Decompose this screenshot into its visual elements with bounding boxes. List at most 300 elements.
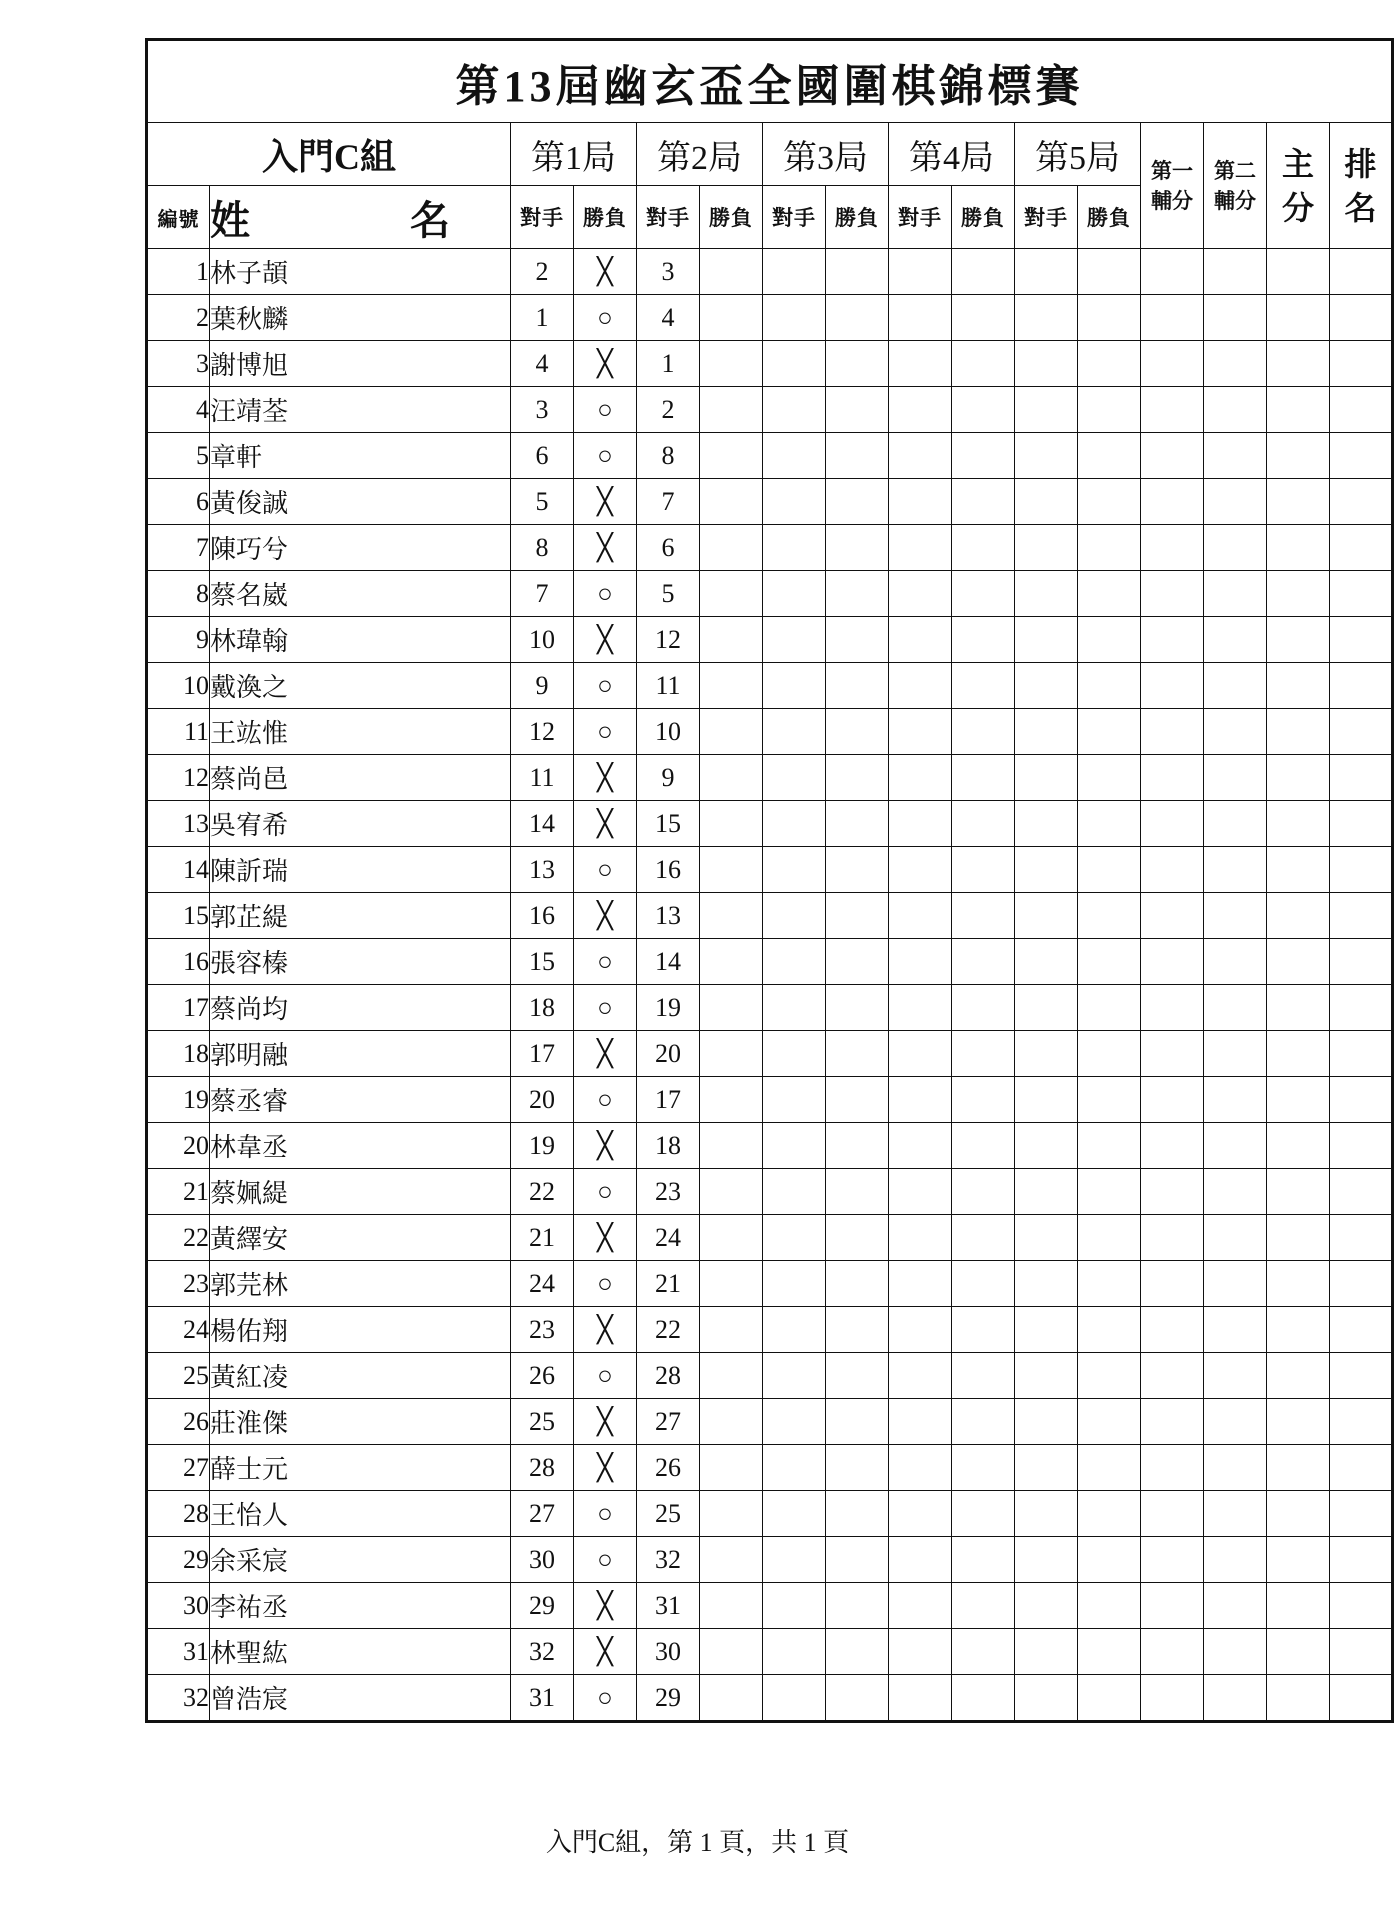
r1-result: ○ [574, 1675, 637, 1722]
r3-opponent-header: 對手 [763, 186, 826, 249]
table-row [147, 1077, 1393, 1123]
tiebreak-2-cell [1204, 1445, 1267, 1491]
rank-cell [1330, 525, 1393, 571]
tiebreak-2-cell [1204, 387, 1267, 433]
r2-opponent: 9 [637, 755, 700, 801]
player-name: 戴渙之 [210, 663, 511, 709]
r2-result [700, 341, 763, 387]
r2-opponent: 19 [637, 985, 700, 1031]
name-header: 姓 名 [210, 186, 511, 249]
r3-opponent [763, 663, 826, 709]
r5-result [1078, 1169, 1141, 1215]
table-row [147, 1399, 1393, 1445]
r1-result: ○ [574, 847, 637, 893]
r1-result: ○ [574, 709, 637, 755]
r3-result-header: 勝負 [826, 186, 889, 249]
main-score-cell [1267, 433, 1330, 479]
r3-result [826, 1307, 889, 1353]
r5-opponent [1015, 709, 1078, 755]
main-score-cell [1267, 1077, 1330, 1123]
r2-opponent: 5 [637, 571, 700, 617]
table-row [147, 847, 1393, 893]
tiebreak-2-cell [1204, 1629, 1267, 1675]
table-row [147, 1031, 1393, 1077]
r2-opponent: 17 [637, 1077, 700, 1123]
r3-result [826, 755, 889, 801]
r2-result-header: 勝負 [700, 186, 763, 249]
player-name: 李祐丞 [210, 1583, 511, 1629]
tiebreak-2-cell [1204, 1123, 1267, 1169]
r5-opponent [1015, 985, 1078, 1031]
r4-result [952, 1491, 1015, 1537]
r5-result [1078, 1077, 1141, 1123]
r1-opponent: 16 [511, 893, 574, 939]
table-row [147, 479, 1393, 525]
r2-opponent-header: 對手 [637, 186, 700, 249]
r1-result-header: 勝負 [574, 186, 637, 249]
main-score-cell [1267, 341, 1330, 387]
r5-opponent [1015, 387, 1078, 433]
r2-opponent: 21 [637, 1261, 700, 1307]
r4-opponent [889, 341, 952, 387]
r1-opponent: 22 [511, 1169, 574, 1215]
r5-result [1078, 1307, 1141, 1353]
r2-result [700, 1537, 763, 1583]
r4-result [952, 295, 1015, 341]
main-score-cell [1267, 617, 1330, 663]
sheet-title: 第13屆幽玄盃全國圍棋錦標賽 [147, 40, 1393, 123]
tiebreak-2-cell [1204, 1537, 1267, 1583]
rank-cell [1330, 433, 1393, 479]
tiebreak-1-cell [1141, 341, 1204, 387]
tiebreak-1-cell [1141, 1583, 1204, 1629]
r5-opponent [1015, 1675, 1078, 1722]
player-number: 11 [147, 709, 210, 755]
r3-result [826, 939, 889, 985]
r4-opponent [889, 1215, 952, 1261]
r4-result [952, 617, 1015, 663]
rank-cell [1330, 801, 1393, 847]
player-name: 葉秋麟 [210, 295, 511, 341]
r1-opponent: 3 [511, 387, 574, 433]
player-number: 31 [147, 1629, 210, 1675]
r4-opponent [889, 617, 952, 663]
tiebreak-1-cell [1141, 571, 1204, 617]
player-number: 17 [147, 985, 210, 1031]
tiebreak-1-cell [1141, 801, 1204, 847]
table-row [147, 387, 1393, 433]
r1-result: ╳ [574, 1399, 637, 1445]
main-score-cell [1267, 1353, 1330, 1399]
round-5-header: 第5局 [1015, 123, 1141, 186]
r1-opponent: 19 [511, 1123, 574, 1169]
tiebreak-1-header [1141, 123, 1204, 249]
tiebreak-1-cell [1141, 1629, 1204, 1675]
r3-opponent [763, 939, 826, 985]
player-number: 18 [147, 1031, 210, 1077]
r1-opponent: 15 [511, 939, 574, 985]
r5-result [1078, 1491, 1141, 1537]
r1-opponent: 11 [511, 755, 574, 801]
r3-opponent [763, 1169, 826, 1215]
r2-result [700, 1445, 763, 1491]
rank-cell [1330, 1077, 1393, 1123]
r4-opponent [889, 1169, 952, 1215]
r3-opponent [763, 1261, 826, 1307]
rank-label: 排名 [1344, 145, 1377, 226]
r5-result [1078, 893, 1141, 939]
r2-opponent: 2 [637, 387, 700, 433]
tiebreak-1-cell [1141, 249, 1204, 295]
r5-result [1078, 295, 1141, 341]
r4-opponent [889, 571, 952, 617]
r5-result [1078, 341, 1141, 387]
main-score-cell [1267, 847, 1330, 893]
r1-opponent: 27 [511, 1491, 574, 1537]
r5-result [1078, 801, 1141, 847]
r2-opponent: 11 [637, 663, 700, 709]
rank-cell [1330, 1353, 1393, 1399]
r2-result [700, 1399, 763, 1445]
r4-result [952, 893, 1015, 939]
r4-result-header: 勝負 [952, 186, 1015, 249]
r1-opponent: 24 [511, 1261, 574, 1307]
r1-opponent: 4 [511, 341, 574, 387]
r5-result [1078, 249, 1141, 295]
r2-result [700, 1491, 763, 1537]
r1-opponent: 2 [511, 249, 574, 295]
tiebreak-2-cell [1204, 479, 1267, 525]
r1-opponent: 17 [511, 1031, 574, 1077]
rank-cell [1330, 663, 1393, 709]
tiebreak-1-cell [1141, 295, 1204, 341]
r4-result [952, 1077, 1015, 1123]
r4-result [952, 433, 1015, 479]
r2-opponent: 7 [637, 479, 700, 525]
tiebreak-2-header [1204, 123, 1267, 249]
player-number: 15 [147, 893, 210, 939]
player-name: 汪靖荃 [210, 387, 511, 433]
tiebreak-1-cell [1141, 709, 1204, 755]
player-name: 黃繹安 [210, 1215, 511, 1261]
r5-opponent [1015, 1537, 1078, 1583]
main-score-cell [1267, 1583, 1330, 1629]
r3-result [826, 801, 889, 847]
r5-opponent [1015, 295, 1078, 341]
player-number: 1 [147, 249, 210, 295]
round-4-header: 第4局 [889, 123, 1015, 186]
r2-result [700, 939, 763, 985]
player-number: 25 [147, 1353, 210, 1399]
tiebreak-1-cell [1141, 1077, 1204, 1123]
tiebreak-1-cell [1141, 1215, 1204, 1261]
r3-result [826, 617, 889, 663]
r5-opponent [1015, 479, 1078, 525]
r4-result [952, 939, 1015, 985]
r4-result [952, 1215, 1015, 1261]
r1-opponent: 1 [511, 295, 574, 341]
r4-result [952, 571, 1015, 617]
r4-opponent [889, 663, 952, 709]
r4-result [952, 1445, 1015, 1491]
r5-result [1078, 617, 1141, 663]
r2-opponent: 8 [637, 433, 700, 479]
r5-result-header: 勝負 [1078, 186, 1141, 249]
rank-cell [1330, 617, 1393, 663]
main-score-cell [1267, 939, 1330, 985]
r1-result: ○ [574, 1169, 637, 1215]
r1-result: ○ [574, 433, 637, 479]
r3-opponent [763, 1031, 826, 1077]
main-score-cell [1267, 801, 1330, 847]
r2-result [700, 617, 763, 663]
r5-opponent [1015, 663, 1078, 709]
r5-result [1078, 1675, 1141, 1722]
r2-result [700, 479, 763, 525]
table-row [147, 755, 1393, 801]
r5-result [1078, 755, 1141, 801]
r3-opponent [763, 1123, 826, 1169]
player-name: 薛士元 [210, 1445, 511, 1491]
tiebreak-2-cell [1204, 985, 1267, 1031]
r1-result: ╳ [574, 893, 637, 939]
r3-opponent [763, 1629, 826, 1675]
tiebreak-2-cell [1204, 1399, 1267, 1445]
r4-result [952, 1123, 1015, 1169]
r3-result [826, 1261, 889, 1307]
r3-result [826, 1583, 889, 1629]
player-number: 26 [147, 1399, 210, 1445]
tiebreak-1-cell [1141, 525, 1204, 571]
r5-opponent [1015, 755, 1078, 801]
r3-result [826, 433, 889, 479]
main-score-cell [1267, 755, 1330, 801]
r5-opponent [1015, 525, 1078, 571]
r5-opponent [1015, 617, 1078, 663]
rank-cell [1330, 341, 1393, 387]
r1-result: ○ [574, 571, 637, 617]
r3-result [826, 1537, 889, 1583]
player-name: 楊佑翔 [210, 1307, 511, 1353]
table-row [147, 939, 1393, 985]
tiebreak-2-cell [1204, 341, 1267, 387]
r3-result [826, 571, 889, 617]
r3-opponent [763, 479, 826, 525]
r4-result [952, 801, 1015, 847]
r2-opponent: 25 [637, 1491, 700, 1537]
player-name: 王竑惟 [210, 709, 511, 755]
r1-opponent: 14 [511, 801, 574, 847]
player-number: 12 [147, 755, 210, 801]
r3-result [826, 663, 889, 709]
rank-cell [1330, 1583, 1393, 1629]
r2-opponent: 14 [637, 939, 700, 985]
r3-result [826, 985, 889, 1031]
r3-result [826, 387, 889, 433]
player-name: 曾浩宸 [210, 1675, 511, 1722]
tiebreak-2-cell [1204, 1031, 1267, 1077]
r2-result [700, 433, 763, 479]
player-name: 蔡姵緹 [210, 1169, 511, 1215]
main-score-cell [1267, 571, 1330, 617]
tiebreak-1-cell [1141, 939, 1204, 985]
tiebreak-1-cell [1141, 433, 1204, 479]
player-name: 蔡名崴 [210, 571, 511, 617]
r2-result [700, 847, 763, 893]
score-table [145, 38, 1394, 1723]
table-row [147, 663, 1393, 709]
group-name: 入門C組 [147, 123, 511, 186]
player-number: 20 [147, 1123, 210, 1169]
main-score-cell [1267, 525, 1330, 571]
r1-result: ╳ [574, 617, 637, 663]
r4-result [952, 1307, 1015, 1353]
rank-cell [1330, 571, 1393, 617]
tiebreak-2-cell [1204, 939, 1267, 985]
table-row [147, 571, 1393, 617]
tiebreak-2-cell [1204, 525, 1267, 571]
r2-opponent: 32 [637, 1537, 700, 1583]
r2-result [700, 1353, 763, 1399]
r4-opponent [889, 1123, 952, 1169]
tiebreak-1-cell [1141, 1675, 1204, 1722]
tiebreak-1-cell [1141, 1445, 1204, 1491]
r4-result [952, 985, 1015, 1031]
r3-result [826, 1445, 889, 1491]
table-row [147, 1629, 1393, 1675]
tiebreak-2-cell [1204, 617, 1267, 663]
r1-opponent: 8 [511, 525, 574, 571]
r5-result [1078, 1215, 1141, 1261]
r3-opponent [763, 1445, 826, 1491]
r3-opponent [763, 709, 826, 755]
main-score-cell [1267, 1169, 1330, 1215]
main-score-cell [1267, 985, 1330, 1031]
player-name: 郭明融 [210, 1031, 511, 1077]
r5-result [1078, 939, 1141, 985]
round-2-header: 第2局 [637, 123, 763, 186]
r3-opponent [763, 1537, 826, 1583]
tiebreak-2-cell [1204, 1261, 1267, 1307]
r2-opponent: 22 [637, 1307, 700, 1353]
player-name: 郭芫林 [210, 1261, 511, 1307]
r4-opponent [889, 1537, 952, 1583]
r2-result [700, 801, 763, 847]
r3-result [826, 847, 889, 893]
player-number: 7 [147, 525, 210, 571]
tiebreak-1-cell [1141, 1123, 1204, 1169]
main-score-header [1267, 123, 1330, 249]
rank-cell [1330, 847, 1393, 893]
table-row [147, 295, 1393, 341]
tiebreak-2-cell [1204, 1307, 1267, 1353]
r3-opponent [763, 755, 826, 801]
r5-result [1078, 1537, 1141, 1583]
r4-result [952, 387, 1015, 433]
tiebreak-1-cell [1141, 847, 1204, 893]
r4-opponent [889, 1583, 952, 1629]
player-number: 21 [147, 1169, 210, 1215]
r3-opponent [763, 1491, 826, 1537]
r3-result [826, 249, 889, 295]
r4-result [952, 1261, 1015, 1307]
player-number: 10 [147, 663, 210, 709]
r3-opponent [763, 1583, 826, 1629]
r2-result [700, 1261, 763, 1307]
r4-opponent [889, 1031, 952, 1077]
tiebreak-1-cell [1141, 893, 1204, 939]
r5-opponent [1015, 1583, 1078, 1629]
r3-result [826, 709, 889, 755]
player-name: 陳訢瑞 [210, 847, 511, 893]
r5-result [1078, 1583, 1141, 1629]
r4-opponent [889, 1077, 952, 1123]
r3-result [826, 893, 889, 939]
rank-cell [1330, 1307, 1393, 1353]
r4-result [952, 1169, 1015, 1215]
r2-result [700, 1169, 763, 1215]
tiebreak-1-label: 第一輔分 [1151, 158, 1193, 213]
player-number: 23 [147, 1261, 210, 1307]
r5-result [1078, 663, 1141, 709]
player-number: 28 [147, 1491, 210, 1537]
r1-result: ○ [574, 939, 637, 985]
r1-opponent: 31 [511, 1675, 574, 1722]
table-row [147, 1491, 1393, 1537]
tiebreak-1-cell [1141, 1537, 1204, 1583]
r5-result [1078, 709, 1141, 755]
table-row [147, 1307, 1393, 1353]
table-row [147, 1675, 1393, 1722]
tiebreak-2-cell [1204, 847, 1267, 893]
player-number: 3 [147, 341, 210, 387]
r5-result [1078, 847, 1141, 893]
r1-result: ○ [574, 1353, 637, 1399]
r3-opponent [763, 893, 826, 939]
tiebreak-2-cell [1204, 801, 1267, 847]
player-number: 2 [147, 295, 210, 341]
r1-opponent: 30 [511, 1537, 574, 1583]
r1-opponent: 5 [511, 479, 574, 525]
r2-result [700, 1307, 763, 1353]
r2-opponent: 20 [637, 1031, 700, 1077]
r5-opponent [1015, 433, 1078, 479]
r5-result [1078, 1399, 1141, 1445]
player-name: 余采宸 [210, 1537, 511, 1583]
r3-opponent [763, 985, 826, 1031]
r2-result [700, 985, 763, 1031]
r1-result: ○ [574, 985, 637, 1031]
r1-result: ╳ [574, 1031, 637, 1077]
r4-result [952, 847, 1015, 893]
player-name: 林聖紘 [210, 1629, 511, 1675]
main-score-cell [1267, 1399, 1330, 1445]
r4-result [952, 341, 1015, 387]
player-name: 莊淮傑 [210, 1399, 511, 1445]
r5-result [1078, 985, 1141, 1031]
r2-result [700, 1123, 763, 1169]
r4-result [952, 1629, 1015, 1675]
r4-result [952, 755, 1015, 801]
player-name: 林瑋翰 [210, 617, 511, 663]
r1-result: ╳ [574, 1215, 637, 1261]
r2-opponent: 1 [637, 341, 700, 387]
r5-opponent [1015, 1353, 1078, 1399]
r3-opponent [763, 1307, 826, 1353]
tiebreak-1-cell [1141, 755, 1204, 801]
tiebreak-2-label: 第二輔分 [1214, 158, 1256, 213]
player-number: 4 [147, 387, 210, 433]
